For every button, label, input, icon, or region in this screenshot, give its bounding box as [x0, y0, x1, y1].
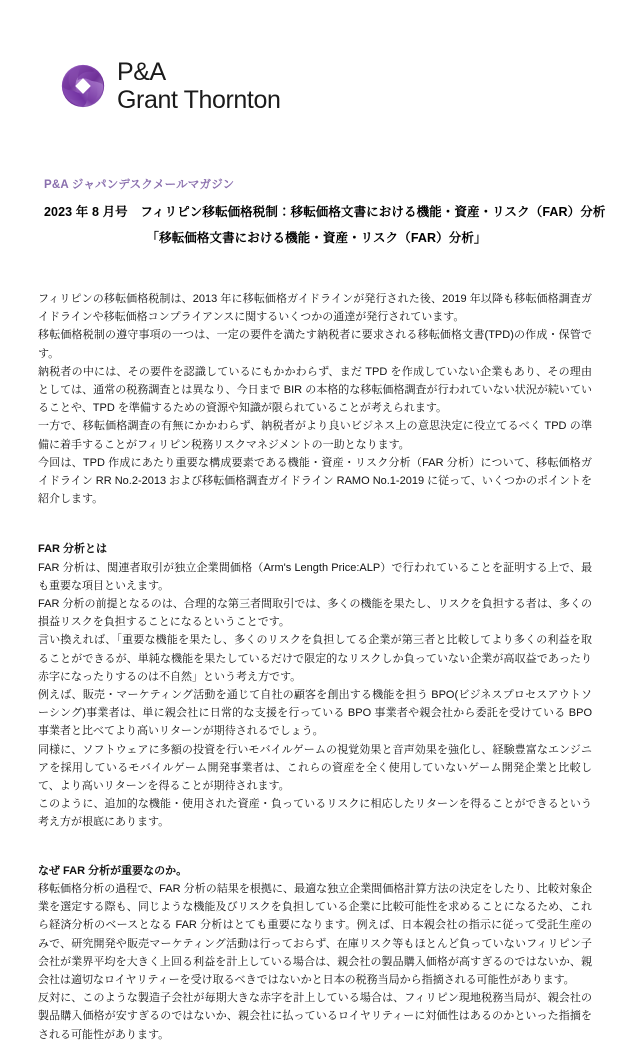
- intro-paragraph-1: フィリピンの移転価格税制は、2013 年に移転価格ガイドラインが発行された後、2019 年以降も移転価格調査ガイドラインや移転価格コンプライアンスに関するいくつかの通達が発行されています。: [38, 293, 592, 324]
- newsletter-name: P&A ジャパンデスクメールマガジン: [44, 179, 235, 191]
- brand-logo: [60, 58, 280, 114]
- section-gap-2: [38, 832, 592, 862]
- section1-paragraph-2: FAR 分析の前提となるのは、合理的な第三者間取引では、多くの機能を果たし、リスクを負担する者は、多くの損益リスクを負担することになるということです。: [38, 598, 592, 629]
- section-heading-far-analysis: FAR 分析とは: [38, 543, 108, 556]
- intro-paragraph-2: 移転価格税制の遵守事項の一つは、一定の要件を満たす納税者に要求される移転価格文書(TPD)の作成・保管です。: [38, 329, 592, 360]
- section1-paragraph-4: 例えば、販売・マーケティング活動を通じて自社の顧客を創出する機能を担う BPO(ビジネスプロセスアウトソーシング)事業者は、単に親会社に日常的な支援を行っている BPO 事業者や親会社から委託を受けている BPO 事業者と比べてより高いリターンが期待されるでしょう。: [38, 689, 592, 738]
- section2-paragraph-2: 反対に、このような製造子会社が毎期大きな赤字を計上している場合は、フィリピン現地税務当局が、親会社の製品購入価格が安すぎるのではないか、親会社に払っているロイヤリティーに対価性はあるのかといった指摘をされる可能性があります。: [38, 992, 592, 1041]
- intro-paragraph-3: 納税者の中には、その要件を認識しているにもかかわらず、まだ TPD を作成していない企業もあり、その理由としては、通常の税務調査とは異なり、今日まで BIR の本格的な移転価格調査が行われていない状況が続いていることや、TPD を準備するための資源や知識が限られていることが考えられます。: [38, 365, 592, 415]
- issue-title: 2023 年 8 月号 フィリピン移転価格税制：移転価格文書における機能・資産・リスク（FAR）分析: [44, 205, 606, 219]
- intro-paragraph-4: 一方で、移転価格調査の有無にかかわらず、納税者がより良いビジネス上の意思決定に役立てるべく TPD の準備に着手することがフィリピン税務リスクマネジメントの一助となります。: [38, 420, 592, 451]
- article-body: [38, 290, 592, 1044]
- masthead: [44, 176, 606, 245]
- section-gap-1: [38, 508, 592, 540]
- section2-paragraph-1: 移転価格分析の過程で、FAR 分析の結果を根拠に、最適な独立企業間価格計算方法の決定をしたり、比較対象企業を選定する際も、同じような機能及びリスクを負担している企業に比較可能性を求めることになるため、これら経済分析のベースとなる FAR 分析はとても重要になります。例えば、日本親会社の指示に従って受託生産のみで、研究開発や販売マーケティング活動は行っておらず、在庫リスク等もほとんど負っていないフィリピン子会社が業界平均を大きく上回る利益を計上している場合は、親会社の製品購入価格が高すぎるのではないか、親会社は適切なロイヤリティーを受け取るべきではないかと日本の税務当局から指摘される可能性があります。: [38, 882, 592, 986]
- section-heading-why-far-matters: なぜ FAR 分析が重要なのか。: [38, 864, 188, 877]
- brand-wordmark-line1: P&A: [117, 58, 166, 86]
- intro-paragraph-5: 今回は、TPD 作成にあたり重要な構成要素である機能・資産・リスク分析（FAR 分析）について、移転価格ガイドライン RR No.2-2013 および移転価格調査ガイドライン RAMO No.1-2019 に従って、いくつかのポイントを紹介します。: [38, 456, 592, 506]
- section1-paragraph-6: このように、追加的な機能・使用された資産・負っているリスクに相応したリターンを得ることができるという考え方が根底にあります。: [38, 798, 592, 829]
- article-subtitle: 「移転価格文書における機能・資産・リスク（FAR）分析」: [146, 231, 487, 245]
- section1-paragraph-3: 言い換えれば、「重要な機能を果たし、多くのリスクを負担してる企業が第三者と比較してより多くの利益を取ることができるが、単純な機能を果たしているだけで限定的なリスクしか負っていない企業が高収益であったり赤字になったりするのは不自然」という考え方です。: [38, 634, 592, 683]
- grant-thornton-swirl-icon: [60, 63, 106, 109]
- section1-paragraph-5: 同様に、ソフトウェアに多額の投資を行いモバイルゲームの視覚効果と音声効果を強化し、経験豊富なエンジニアを採用しているモバイルゲーム開発事業者は、これらの資産を全く使用していないゲーム開発企業と比較して、より高いリターンを得ることが期待されます。: [38, 743, 592, 793]
- section1-paragraph-1: FAR 分析は、関連者取引が独立企業間価格（Arm's Length Price:ALP）で行われていることを証明する上で、最も重要な項目といえます。: [38, 561, 592, 592]
- brand-wordmark: [117, 58, 280, 114]
- brand-wordmark-line2: Grant Thornton: [117, 86, 281, 114]
